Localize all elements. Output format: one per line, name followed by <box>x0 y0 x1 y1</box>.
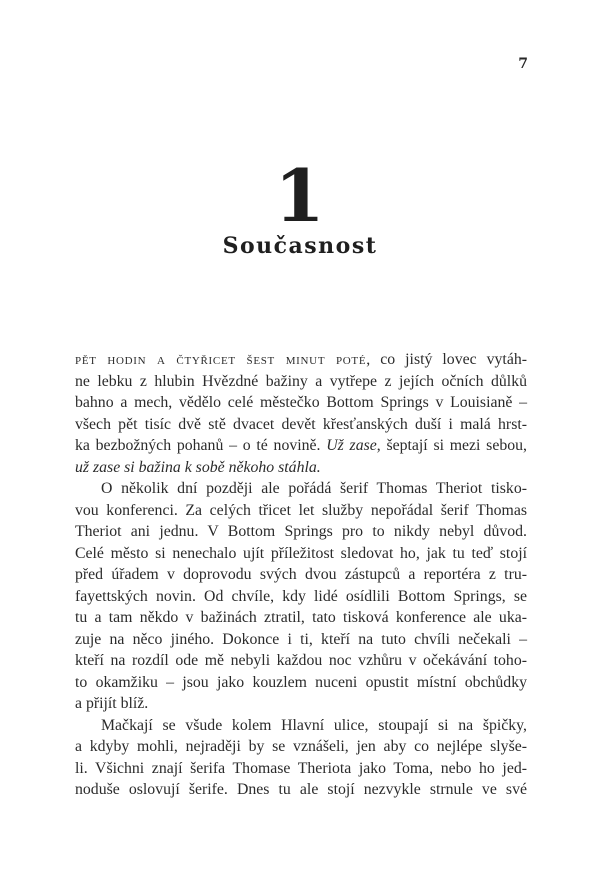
text-segment-normal: Mačkají se všude kolem Hlavní ulice, stoupají si na špičky, <box>101 716 527 734</box>
text-segment-normal: to okamžiku – jsou jako kouzlem nuceni opustit místní obchůdky <box>75 673 527 691</box>
text-segment-italic: Už zase <box>326 437 377 454</box>
text-line <box>75 650 527 672</box>
text-segment-normal: a přijít blíž. <box>75 695 149 712</box>
text-line <box>75 758 527 780</box>
text-line <box>75 607 527 629</box>
text-segment-normal: ka bezbožných pohanů – o té novině. <box>75 437 327 454</box>
text-segment-normal: , šeptají si mezi sebou, <box>376 437 527 454</box>
text-line <box>75 478 527 500</box>
text-line <box>75 543 527 565</box>
text-line <box>75 349 527 371</box>
text-segment-normal: ne lebku z hlubin Hvězdné bažiny a vytřepe z jejích očních důlků <box>75 372 527 390</box>
text-segment-normal: všech pět tisíc dvě stě dvacet devět křesťanských duší i malá hrst- <box>75 415 527 433</box>
text-segment-normal: O několik dní později ale pořádá šerif Thomas Theriot tisko- <box>101 480 527 497</box>
text-line <box>75 779 527 801</box>
text-segment-normal: zuje na něco jiného. Dokonce i ti, kteří na tuto chvíli nečekali – <box>75 630 527 648</box>
text-segment-normal: li. Všichni znají šerifa Thomase Theriota jako Toma, nebo ho jed- <box>75 759 527 777</box>
text-segment-normal: před úřadem v doprovodu svých dvou zástupců a reportéra z tru- <box>75 566 527 583</box>
text-segment-normal: vou konferenci. Za celých třicet let služby nepořádal šerif Thomas <box>75 501 527 519</box>
text-segment-smallcaps: pět hodin a čtyřicet šest minut poté <box>75 351 367 368</box>
chapter-number: 1 <box>274 153 326 238</box>
text-line <box>75 586 527 608</box>
text-segment-normal: Celé město si nenechalo ujít příležitost sledovat ho, jak tu teď stojí <box>75 544 527 562</box>
text-line <box>75 435 527 457</box>
text-segment-normal: a kdyby mohli, nejraději by se vznášeli, jen aby co nejlépe slyše- <box>75 738 527 755</box>
text-line <box>75 371 527 393</box>
page-number: 7 <box>518 56 528 72</box>
text-line <box>75 736 527 758</box>
text-segment-normal: tu a tam někdo v bažinách ztratil, tato tisková konference ale uka- <box>75 609 527 626</box>
text-line <box>75 715 527 737</box>
text-segment-normal: fayettských novin. Od chvíle, kdy lidé osídlili Bottom Springs, se <box>75 587 527 605</box>
text-line <box>75 693 527 715</box>
text-segment-normal: kteří na rozdíl ode mě nebyli každou noc vzhůru v očekávání toho- <box>75 652 527 669</box>
body-text <box>75 349 527 801</box>
text-line <box>75 457 527 479</box>
text-line <box>75 414 527 436</box>
text-line <box>75 500 527 522</box>
text-segment-normal: bahno a mech, vědělo celé městečko Bottom Springs v Louisianě – <box>75 394 527 411</box>
text-segment-italic: už zase si bažina k sobě někoho stáhla. <box>75 458 321 476</box>
text-segment-normal: , co jistý lovec vytáh- <box>366 351 527 368</box>
text-line <box>75 521 527 543</box>
text-line <box>75 672 527 694</box>
chapter-title: Současnost <box>222 233 378 259</box>
text-segment-normal: noduše oslovují šerife. Dnes tu ale stojí nezvykle strnule ve své <box>75 781 527 798</box>
text-line <box>75 392 527 414</box>
text-line <box>75 629 527 651</box>
text-line <box>75 564 527 586</box>
text-segment-normal: Theriot ani jednu. V Bottom Springs pro to nikdy nebyl důvod. <box>75 523 527 540</box>
